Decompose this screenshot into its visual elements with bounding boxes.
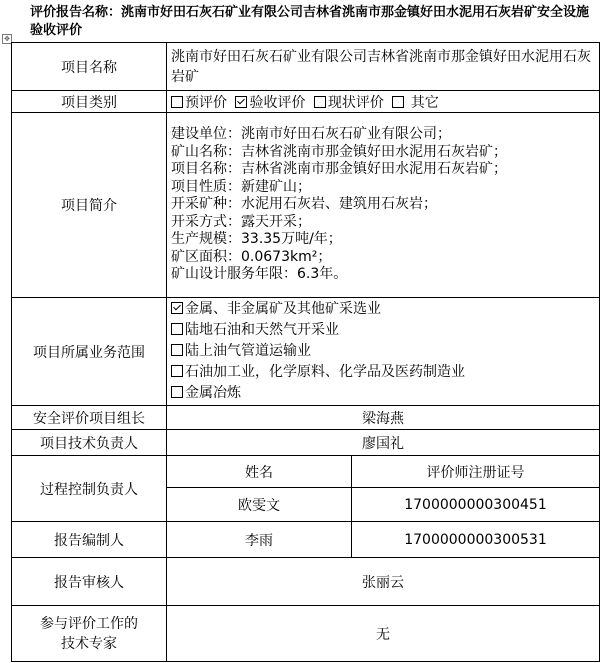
row-project-intro: [12, 113, 600, 298]
checked-checkbox-icon: [171, 302, 183, 314]
team-leader-value: 梁海燕: [167, 406, 600, 430]
checkbox-icon: [314, 96, 326, 108]
experts-value: 无: [167, 606, 600, 662]
intro-line: 开采矿种：水泥用石灰岩、建筑用石灰岩；: [171, 196, 437, 213]
row-compiler: [12, 522, 600, 558]
intro-line: 建设单位：洮南市好田石灰石矿业有限公司；: [171, 126, 451, 143]
intro-line: 矿山设计服务年限：6.3年。: [171, 266, 348, 283]
row-business-scope: [12, 298, 600, 406]
experts-label-line1: 参与评价工作的: [40, 615, 138, 632]
experts-label-line2: 技术专家: [61, 635, 117, 652]
compiler-cert: 1700000000300531: [352, 522, 600, 558]
reviewer-value: 张丽云: [167, 558, 600, 606]
experts-label: [12, 606, 167, 662]
compiler-label: 报告编制人: [12, 522, 167, 558]
category-option-other[interactable]: 其它: [392, 95, 438, 111]
scope-option-petrochem[interactable]: 石油加工业，化学原料、化学品及医药制造业: [171, 362, 595, 383]
row-team-leader: [12, 406, 600, 430]
report-title-text: 洮南市好田石灰石矿业有限公司吉林省洮南市那金镇好田水泥用石灰岩矿安全设施验收评价: [30, 5, 590, 38]
project-intro-label: 项目简介: [12, 113, 167, 298]
business-scope-label: 项目所属业务范围: [12, 298, 167, 406]
team-leader-label: 安全评价项目组长: [12, 406, 167, 430]
compiler-name: 李雨: [167, 522, 352, 558]
row-reviewer: [12, 558, 600, 606]
checkbox-icon: [171, 323, 183, 335]
scope-option-smelting[interactable]: 金属冶炼: [171, 383, 595, 404]
intro-line: 开采方式：露天开采；: [171, 213, 311, 230]
intro-line: 项目性质：新建矿山；: [171, 178, 311, 195]
category-option-acceptance[interactable]: 验收评价: [235, 95, 305, 111]
category-option-pre[interactable]: 预评价: [171, 95, 227, 111]
column-header-cert: 评价师注册证号: [352, 456, 600, 488]
checked-checkbox-icon: [235, 96, 247, 108]
business-scope-options: [167, 298, 600, 406]
intro-line: 矿区面积：0.0673km²；: [171, 248, 332, 265]
report-info-table: [11, 42, 600, 662]
project-name-value: 洮南市好田石灰石矿业有限公司吉林省洮南市那金镇好田水泥用石灰岩矿: [167, 43, 600, 91]
scope-option-mining[interactable]: 金属、非金属矿及其他矿采选业: [171, 299, 595, 320]
report-title: [30, 4, 590, 40]
project-intro-content: [167, 113, 600, 298]
row-experts: [12, 606, 600, 662]
row-project-name: [12, 43, 600, 91]
intro-line: 项目名称：吉林省洮南市那金镇好田水泥用石灰岩矿；: [171, 161, 507, 178]
checkbox-icon: [171, 344, 183, 356]
process-control-label: 过程控制负责人: [12, 456, 167, 522]
project-category-options: [167, 91, 600, 113]
process-control-name: 欧雯文: [167, 488, 352, 522]
checkbox-icon: [171, 365, 183, 377]
intro-line: 生产规模：33.35万吨/年；: [171, 231, 342, 248]
scope-option-oil-gas[interactable]: 陆地石油和天然气开采业: [171, 320, 595, 341]
table-move-handle-icon[interactable]: ✥: [2, 34, 12, 44]
intro-line: 矿山名称：吉林省洮南市那金镇好田水泥用石灰岩矿；: [171, 143, 507, 160]
tech-lead-label: 项目技术负责人: [12, 430, 167, 456]
project-name-label: 项目名称: [12, 43, 167, 91]
scope-option-pipeline[interactable]: 陆上油气管道运输业: [171, 341, 595, 362]
report-title-prefix: 评价报告名称：: [30, 5, 122, 20]
checkbox-icon: [171, 386, 183, 398]
tech-lead-value: 廖国礼: [167, 430, 600, 456]
project-category-label: 项目类别: [12, 91, 167, 113]
row-project-category: [12, 91, 600, 113]
reviewer-label: 报告审核人: [12, 558, 167, 606]
row-tech-lead: [12, 430, 600, 456]
checkbox-icon: [392, 96, 404, 108]
checkbox-icon: [171, 96, 183, 108]
category-option-status[interactable]: 现状评价: [314, 95, 384, 111]
column-header-name: 姓名: [167, 456, 352, 488]
row-process-control-header: [12, 456, 600, 488]
process-control-cert: 1700000000300451: [352, 488, 600, 522]
